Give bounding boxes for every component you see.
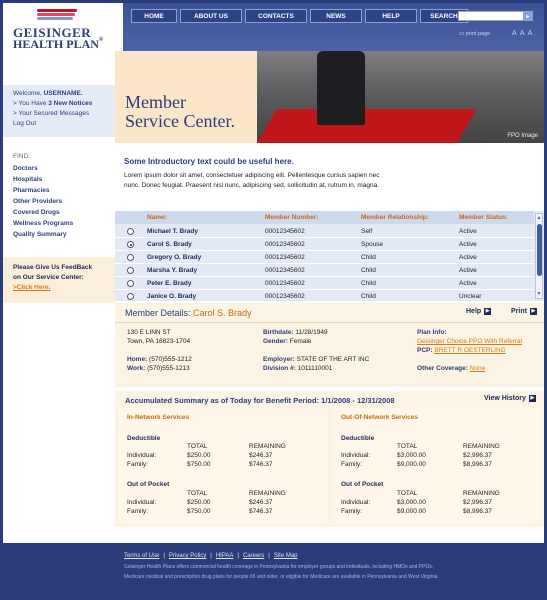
red-carpet — [257, 109, 477, 143]
member-name: Carol S. Brady — [147, 241, 192, 248]
member-name: Janice O. Brady — [147, 293, 197, 300]
col-member-number: Member Number: — [265, 214, 319, 221]
welcome-box — [3, 85, 115, 137]
out-ded-remaining-hdr: REMAINING — [463, 443, 500, 450]
out-ded-individual-remaining: $2,996.37 — [463, 452, 492, 459]
member-number: 00012345602 — [265, 267, 305, 274]
member-row[interactable] — [115, 264, 534, 277]
footer-separator: | — [237, 553, 239, 559]
employer: Employer: STATE OF THE ART INC — [263, 356, 370, 363]
search-input[interactable] — [458, 11, 524, 21]
footer-careers-link[interactable]: Careers — [242, 553, 265, 559]
in-oop-individual-remaining: $246.37 — [249, 499, 273, 506]
printer-icon: ▭ — [459, 31, 466, 37]
member-row[interactable] — [115, 225, 534, 238]
out-ded-family-label: Family: — [341, 461, 362, 468]
welcome-text: Welcome, USERNAME. — [13, 90, 83, 97]
in-oop-label: Out of Pocket — [127, 481, 170, 488]
find-hospitals[interactable]: Hospitals — [13, 176, 43, 183]
geisinger-logo[interactable] — [13, 9, 113, 49]
member-status: Unclear — [459, 293, 482, 300]
nav-help[interactable]: HELP — [365, 9, 417, 23]
out-ded-individual-label: Individual: — [341, 452, 371, 459]
font-size-controls[interactable]: A A A — [512, 30, 534, 37]
out-ded-individual-total: $3,000.00 — [397, 452, 426, 459]
in-ded-remaining-hdr: REMAINING — [249, 443, 286, 450]
member-number: 00012345602 — [265, 254, 305, 261]
intro-text: Lorem ipsum dolor sit amet, consectetuer adipiscing elit. Pellentesque cursus sapien nec nunc. Donec feugiat. Praesent nisl nunc, adipiscing sed, sollicitudin at, rutrum in, magna. — [124, 172, 380, 189]
member-relationship: Self — [361, 228, 373, 235]
in-ded-family-label: Family: — [127, 461, 148, 468]
out-oop-remaining-hdr: REMAINING — [463, 490, 500, 497]
out-oop-label: Out of Pocket — [341, 481, 384, 488]
member-name: Marsha Y. Brady — [147, 267, 198, 274]
in-oop-remaining-hdr: REMAINING — [249, 490, 286, 497]
find-label: FIND: — [13, 153, 30, 160]
in-network-title: In-Network Services — [127, 414, 190, 421]
member-relationship: Child — [361, 267, 376, 274]
plan-column — [417, 328, 522, 373]
search-go-button[interactable]: ▸ — [523, 11, 533, 21]
member-status: Active — [459, 280, 477, 287]
member-number: 00012345602 — [265, 280, 305, 287]
member-radio[interactable] — [127, 280, 134, 287]
page — [3, 3, 544, 543]
out-oop-total-hdr: TOTAL — [397, 490, 418, 497]
out-oop-individual-label: Individual: — [341, 499, 371, 506]
nav-home[interactable]: HOME — [131, 9, 177, 23]
in-ded-family-remaining: $746.37 — [249, 461, 273, 468]
find-pharmacies[interactable]: Pharmacies — [13, 187, 50, 194]
in-oop-individual-total: $250.00 — [187, 499, 211, 506]
in-oop-family-label: Family: — [127, 508, 148, 515]
summary-title: Accumulated Summary as of Today for Benefit Period: 1/1/2008 - 12/31/2008 — [125, 396, 395, 405]
footer-terms-link[interactable]: Terms of Use — [124, 553, 160, 559]
member-details — [115, 303, 544, 387]
walking-person — [317, 51, 365, 125]
footer-hipaa-link[interactable]: HIPAA — [215, 553, 234, 559]
feedback-line1: Please Give Us FeedBack — [13, 264, 93, 271]
member-name: Gregory O. Brady — [147, 254, 202, 261]
print-button[interactable]: Print ▶ — [511, 308, 536, 315]
footer — [0, 546, 547, 600]
out-network-title: Out-Of-Network Services — [341, 414, 418, 421]
plan-link[interactable]: Geisinger Choice PPO With Referral — [417, 338, 523, 345]
birthdate: Birthdate: 11/28/1949 — [263, 329, 328, 336]
footer-privacy-link[interactable]: Privacy Policy — [168, 553, 207, 559]
find-other-providers[interactable]: Other Providers — [13, 198, 63, 205]
member-row[interactable] — [115, 238, 534, 251]
member-row[interactable] — [115, 251, 534, 264]
out-oop-family-label: Family: — [341, 508, 362, 515]
member-relationship: Child — [361, 254, 376, 261]
members-header — [115, 211, 534, 224]
work-phone: Work: (570)555-1213 — [127, 365, 190, 372]
feedback-link[interactable]: >Click Here. — [13, 284, 51, 291]
scroll-down-icon[interactable]: ▼ — [536, 291, 542, 297]
flag-icon — [37, 9, 77, 23]
footer-separator: | — [210, 553, 212, 559]
nav-search-label: SEARCH — [420, 9, 468, 23]
out-ded-family-total: $9,000.00 — [397, 461, 426, 468]
find-covered-drugs[interactable]: Covered Drugs — [13, 209, 60, 216]
member-row[interactable] — [115, 290, 534, 301]
in-oop-individual-label: Individual: — [127, 499, 157, 506]
out-ded-family-remaining: $8,996.37 — [463, 461, 492, 468]
intro-title: Some Introductory text could be useful here. — [124, 157, 294, 166]
plan-label: Plan Info: — [417, 329, 447, 336]
in-deductible-label: Deductible — [127, 435, 161, 442]
member-status: Active — [459, 228, 477, 235]
pcp-link[interactable]: BRETT R OESTERLING — [434, 347, 506, 354]
gender: Gender: Female — [263, 338, 312, 345]
member-row[interactable] — [115, 277, 534, 290]
in-ded-individual-remaining: $246.37 — [249, 452, 273, 459]
col-name: Name: — [147, 214, 167, 221]
footer-disclaimer-2: Medicare medical and prescription drug plans for people 65 and older, or eligible for Medicare are available in Pennsylvania and West Virginia. — [124, 574, 439, 580]
arrow-right-icon: ▶ — [531, 308, 536, 314]
member-radio[interactable] — [127, 267, 134, 274]
out-deductible-label: Deductible — [341, 435, 375, 442]
member-radio[interactable] — [127, 228, 134, 235]
member-details-title: Member Details: Carol S. Brady — [125, 308, 252, 318]
in-ded-individual-total: $250.00 — [187, 452, 211, 459]
home-phone: Home: (570)555-1212 — [127, 356, 192, 363]
nav-about-us[interactable]: ABOUT US — [180, 9, 242, 23]
find-wellness-programs[interactable]: Wellness Programs — [13, 220, 74, 227]
member-details-bar — [115, 303, 544, 323]
logout-link[interactable]: Log Out — [13, 120, 37, 127]
in-oop-family-total: $750.00 — [187, 508, 211, 515]
arrow-right-icon: ▶ — [485, 308, 490, 314]
col-status: Member Status: — [459, 214, 508, 221]
other-coverage: Other Coverage: None — [417, 365, 486, 372]
address-line1: 130 E LINN ST — [127, 329, 171, 336]
hero-title-panel — [115, 51, 257, 143]
help-button[interactable]: Help ▶ — [466, 308, 490, 315]
out-oop-individual-total: $3,000.00 — [397, 499, 426, 506]
find-menu — [3, 151, 115, 240]
header — [3, 3, 544, 51]
out-oop-individual-remaining: $2,996.37 — [463, 499, 492, 506]
member-number: 00012345602 — [265, 228, 305, 235]
sidebar — [3, 51, 115, 543]
feedback-line2: on Our Service Center: — [13, 274, 84, 281]
in-network-panel — [119, 408, 327, 523]
find-quality-summary[interactable]: Quality Summary — [13, 231, 67, 238]
print-page-link[interactable]: ▭ print page — [459, 31, 491, 37]
address-column — [127, 328, 192, 373]
address-line2: Town, PA 16823-1704 — [127, 338, 191, 345]
member-name: Peter E. Brady — [147, 280, 192, 287]
division: Division #: 1011110001 — [263, 365, 333, 372]
fpo-image-label: FPO Image — [507, 133, 538, 139]
member-name: Michael T. Brady — [147, 228, 198, 235]
logo-line2: HEALTH PLAN® — [13, 37, 104, 51]
member-status: Active — [459, 254, 477, 261]
feedback-box — [3, 257, 115, 303]
in-ded-family-total: $750.00 — [187, 461, 211, 468]
member-relationship: Child — [361, 293, 376, 300]
messages-link[interactable]: > Your Secured Messages — [13, 110, 90, 117]
nav-news[interactable]: NEWS — [310, 9, 362, 23]
in-oop-family-remaining: $746.37 — [249, 508, 273, 515]
coverage-link[interactable]: None — [469, 365, 486, 372]
members-scrollbar[interactable] — [535, 213, 543, 299]
out-ded-total-hdr: TOTAL — [397, 443, 418, 450]
footer-separator: | — [268, 553, 270, 559]
page-title: Member Service Center. — [125, 92, 235, 131]
in-ded-total-hdr: TOTAL — [187, 443, 208, 450]
notices-link[interactable]: > You Have 3 New Notices — [13, 100, 93, 107]
member-relationship: Spouse — [361, 241, 384, 248]
in-ded-individual-label: Individual: — [127, 452, 157, 459]
member-radio[interactable] — [127, 293, 134, 300]
member-radio[interactable] — [127, 254, 134, 261]
members-table — [115, 211, 544, 301]
hero-banner — [115, 51, 544, 143]
hero-photo — [257, 51, 544, 143]
find-doctors[interactable]: Doctors — [13, 165, 38, 172]
out-oop-family-remaining: $8,996.37 — [463, 508, 492, 515]
nav-contacts[interactable]: CONTACTS — [245, 9, 307, 23]
member-status: Active — [459, 241, 477, 248]
out-network-panel — [333, 408, 541, 523]
member-number: 00012345602 — [265, 241, 305, 248]
logo-line1: GEISINGER — [13, 25, 92, 40]
footer-separator: | — [163, 553, 165, 559]
scroll-thumb[interactable] — [537, 224, 542, 276]
arrow-right-icon: ▶ — [530, 395, 535, 401]
scroll-up-icon[interactable]: ▲ — [536, 215, 542, 221]
col-relationship: Member Relationship: — [361, 214, 429, 221]
top-band — [123, 3, 544, 51]
view-history-button[interactable]: View History ▶ — [484, 395, 535, 402]
member-number: 00012345602 — [265, 293, 305, 300]
member-radio[interactable] — [127, 241, 134, 248]
accumulated-summary — [115, 391, 544, 527]
out-oop-family-total: $9,000.00 — [397, 508, 426, 515]
personal-column — [263, 328, 369, 373]
member-relationship: Child — [361, 280, 376, 287]
footer-disclaimer-1: Geisinger Health Plans offers commercial health coverage in Pennsylvania for employer groups and individuals, including HMOs and PPOs. — [124, 564, 434, 570]
main-nav — [131, 9, 468, 23]
footer-sitemap-link[interactable]: Site Map — [273, 553, 298, 559]
pcp: PCP: BRETT R OESTERLING — [417, 347, 506, 354]
in-oop-total-hdr: TOTAL — [187, 490, 208, 497]
footer-links — [124, 553, 298, 559]
member-status: Active — [459, 267, 477, 274]
